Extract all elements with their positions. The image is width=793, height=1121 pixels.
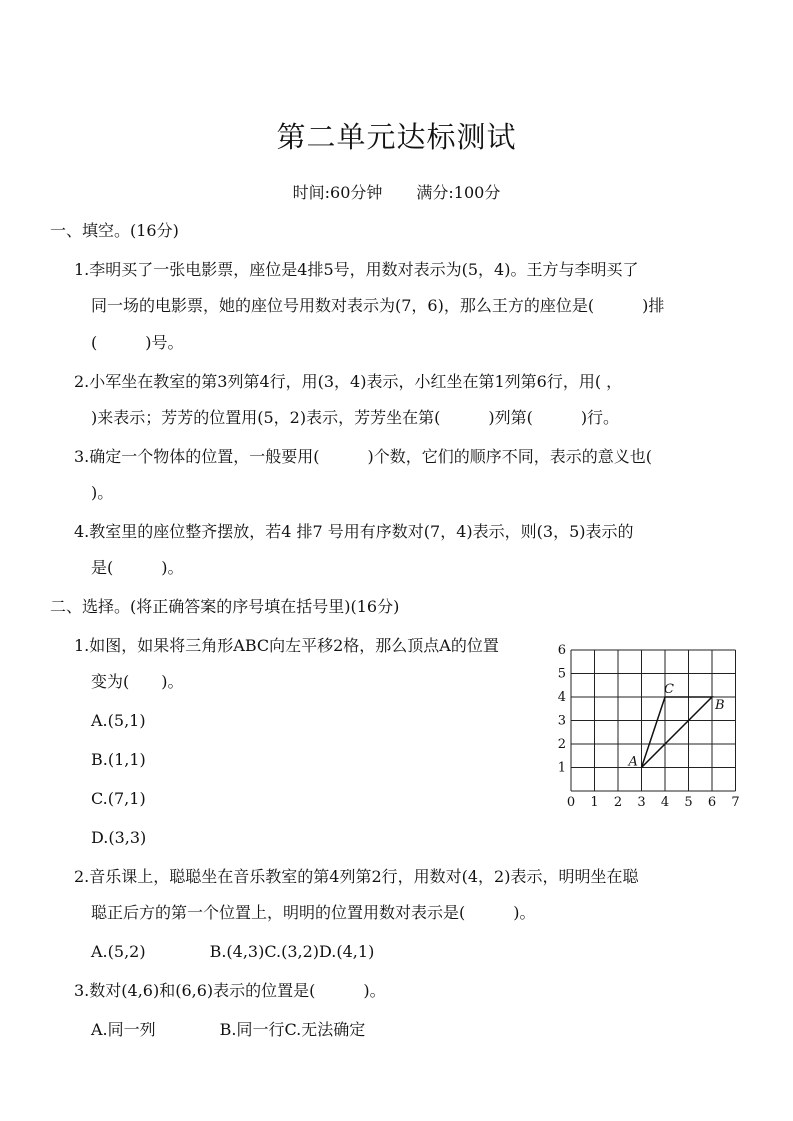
s2-q1-option-d: D.(3,3)	[91, 828, 147, 847]
s1-q4-line2: 是( )。	[91, 558, 184, 577]
x-tick-label: 7	[731, 795, 740, 810]
time-limit: 时间:60分钟	[292, 183, 383, 202]
s2-q3-line1: 3.数对(4,6)和(6,6)表示的位置是( )。	[74, 981, 386, 1000]
s1-q1-line1: 1.李明买了一张电影票，座位是4排5号，用数对表示为(5，4)。王方与李明买了	[74, 260, 639, 279]
x-tick-label: 0	[566, 795, 576, 810]
s2-q3-options: A.同一列 B.同一行C.无法确定	[91, 1020, 366, 1039]
s1-q2-line2: )来表示；芳芳的位置用(5，2)表示，芳芳坐在第( )列第( )行。	[91, 408, 620, 427]
vertex-label-b: B	[715, 698, 725, 713]
triangle-abc	[642, 697, 713, 768]
s2-q2-options: A.(5,2) B.(4,3)C.(3,2)D.(4,1)	[91, 942, 375, 961]
x-tick-label: 1	[590, 795, 599, 810]
s1-q2-line1: 2.小军坐在教室的第3列第4行，用(3，4)表示，小红坐在第1列第6行，用( ，	[74, 372, 623, 391]
x-tick-label: 2	[613, 795, 623, 810]
x-tick-label: 5	[684, 795, 693, 810]
s2-q1-option-b: B.(1,1)	[91, 750, 146, 769]
coordinate-grid	[551, 643, 751, 816]
s2-q1-line1: 1.如图，如果将三角形ABC向左平移2格，那么顶点A的位置	[74, 636, 499, 655]
y-tick-label: 3	[557, 713, 566, 729]
s2-q1-line2: 变为( )。	[91, 672, 184, 691]
page-title: 第二单元达标测试	[276, 120, 517, 154]
s1-q3-line1: 3.确定一个物体的位置，一般要用( )个数，它们的顺序不同，表示的意义也(	[74, 447, 652, 466]
vertex-label-c: C	[664, 682, 674, 697]
section2-heading: 二、选择。(将正确答案的序号填在括号里)(16分)	[50, 597, 400, 616]
coordinate-grid-figure	[551, 643, 751, 816]
s1-q3-line2: )。	[91, 483, 114, 502]
x-tick-label: 3	[637, 795, 646, 810]
s2-q1-option-a: A.(5,1)	[91, 711, 146, 730]
s2-q2-line1: 2.音乐课上，聪聪坐在音乐教室的第4列第2行，用数对(4，2)表示，明明坐在聪	[74, 867, 639, 886]
s2-q1-option-c: C.(7,1)	[91, 789, 146, 808]
full-score: 满分:100分	[416, 183, 501, 202]
y-tick-label: 4	[557, 690, 566, 705]
x-tick-label: 6	[707, 795, 717, 810]
y-tick-label: 2	[557, 737, 566, 752]
y-tick-label: 1	[557, 760, 566, 776]
s1-q1-line2: 同一场的电影票，她的座位号用数对表示为(7，6)，那么王方的座位是( )排	[91, 296, 665, 315]
y-tick-label: 6	[557, 643, 566, 658]
y-tick-label: 5	[557, 666, 566, 682]
s1-q1-line3: ( )号。	[91, 333, 184, 352]
vertex-label-a: A	[628, 754, 638, 770]
section1-heading: 一、填空。(16分)	[50, 221, 179, 240]
x-tick-label: 4	[660, 795, 670, 810]
exam-meta	[0, 180, 793, 203]
s2-q2-line2: 聪正后方的第一个位置上，明明的位置用数对表示是( )。	[91, 903, 536, 922]
s1-q4-line1: 4.教室里的座位整齐摆放，若4 排7 号用有序数对(7，4)表示，则(3，5)表示的	[74, 522, 634, 541]
